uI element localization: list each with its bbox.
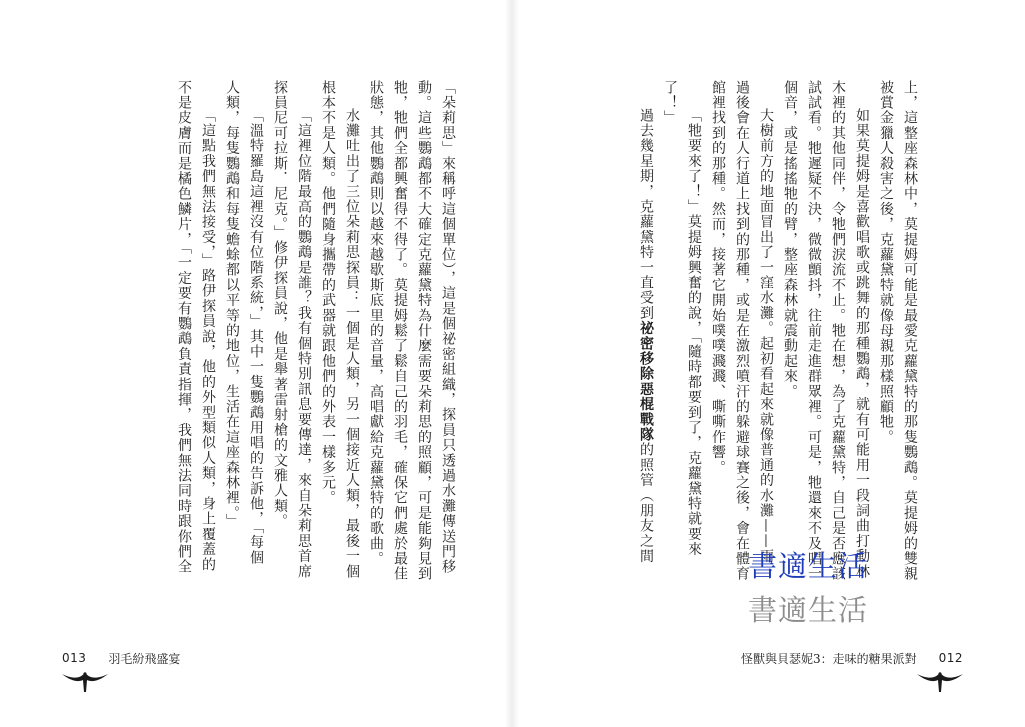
paragraph-text: 被賞金獵人殺害之後，克蘿黛特就像母親那樣照顧牠。 — [878, 80, 894, 445]
left-running-title: 羽毛紛飛盛宴 — [108, 651, 181, 666]
paragraph-text: 「這裡位階最高的鸚鵡是誰？我有個特別訊息要傳達，來自朵莉思首席 — [296, 108, 312, 580]
body-paragraph — [778, 80, 802, 600]
body-paragraph — [682, 80, 706, 600]
body-paragraph — [364, 80, 388, 600]
paragraph-text: 人類，每隻鸚鵡和每隻蟾蜍都以平等的地位，生活在這座森林裡。」 — [224, 80, 240, 529]
right-page-footer — [719, 648, 963, 668]
paragraph-text: 試試看。牠遲疑不決，微微顫抖，往前走進群眾裡。可是，牠還來不及唱一 — [806, 80, 822, 582]
paragraph-text: 大樹前方的地面冒出了一窪水灘。起初看起來就像普通的水灘——雨 — [758, 108, 774, 564]
watermark-secondary: 書適生活 — [748, 593, 869, 627]
paragraph-text: 「溫特羅島這裡沒有位階系統，」其中一隻鸚鵡用唱的告訴他，「每個 — [248, 108, 264, 566]
body-paragraph — [196, 80, 220, 600]
body-paragraph — [244, 80, 268, 600]
body-paragraph — [754, 80, 778, 600]
body-paragraph — [634, 80, 658, 600]
body-paragraph — [802, 80, 826, 600]
paragraph-text: 如果莫提姆是喜歡唱歌或跳舞的那種鸚鵡，就有可能用一段詞曲打動林 — [854, 108, 870, 580]
right-page-body-text — [592, 80, 922, 600]
body-paragraph — [220, 80, 244, 600]
body-paragraph — [172, 80, 196, 600]
left-page — [0, 0, 512, 727]
horned-tail-ornament-icon — [60, 668, 110, 694]
left-page-footer — [62, 648, 202, 668]
paragraph-text: 探員尼可拉斯．尼克。」修伊探員說，他是舉著雷射槍的文雅人類。 — [272, 80, 288, 529]
body-paragraph — [874, 80, 898, 600]
paragraph-text: 不是皮膚而是橘色鱗片，「一定要有鸚鵡負責指揮，我們無法同時跟你們全 — [176, 80, 192, 575]
paragraph-text: 「這點我們無法接受，」路伊探員說，他的外型類似人類，身上覆蓋的 — [200, 108, 216, 573]
right-running-title: 怪獸與貝瑟妮3：走味的糖果派對 — [740, 651, 917, 666]
watermark-primary: 書適生活 — [748, 549, 869, 583]
paragraph-text: 木裡的其他同伴，令牠們淚流不止。牠在想，為了克蘿黛特，自己是否應該 — [830, 80, 846, 582]
body-paragraph — [388, 80, 412, 600]
paragraph-text: 動。這些鸚鵡都不大確定克蘿黛特為什麼需要朵莉思的照顧，可是能夠見到 — [416, 80, 432, 582]
paragraph-tail-text: 的照管（朋友之間 — [638, 442, 654, 565]
paragraph-text: 根本不是人類。他們隨身攜帶的武器就跟他們的外表一樣多元。 — [320, 80, 336, 506]
body-paragraph — [436, 80, 460, 600]
body-paragraph — [268, 80, 292, 600]
paragraph-text: 「牠要來了！」莫提姆興奮的說，「隨時都要到了，克蘿黛特就要來 — [686, 108, 702, 557]
body-paragraph — [826, 80, 850, 600]
body-paragraph — [292, 80, 316, 600]
body-paragraph — [850, 80, 874, 600]
body-paragraph — [412, 80, 436, 600]
body-paragraph — [340, 80, 364, 600]
paragraph-text: 了！」 — [662, 80, 678, 126]
paragraph-text: 過後會在人行道上找到的那種，或是在激烈噴汗的躲避球賽之後，會在體育 — [734, 80, 750, 582]
paragraph-text: 狀態，其他鸚鵡則以越來越歇斯底里的音量，高唱獻給克蘿黛特的歌曲。 — [368, 80, 384, 567]
paragraph-text: 個音，或是搖搖牠的臂，整座森林就震動起來。 — [782, 80, 798, 400]
body-paragraph — [658, 80, 682, 600]
paragraph-bold-text: 祕密移除惡棍戰隊 — [638, 320, 654, 443]
body-paragraph — [898, 80, 922, 600]
paragraph-text: 館裡找到的那種。然而，接著它開始噗噗濺濺、嘶嘶作響。 — [710, 80, 726, 476]
horned-tail-ornament-icon — [915, 668, 965, 694]
paragraph-text: 水灘吐出了三位朵莉思探員：一個是人類，另一個接近人類，最後一個 — [344, 108, 360, 580]
paragraph-text: 牠，牠們全都興奮得不得了。莫提姆鬆了鬆自己的羽毛，確保它們處於最佳 — [392, 80, 408, 582]
paragraph-text: 過去幾星期，克蘿黛特一直受到 — [638, 108, 654, 321]
body-paragraph — [730, 80, 754, 600]
paragraph-text: 上，這整座森林中，莫提姆可能是最愛克蘿黛特的那隻鸚鵡。莫提姆的雙親 — [902, 80, 918, 582]
body-paragraph — [316, 80, 340, 600]
right-page-number: 012 — [938, 651, 963, 665]
paragraph-text: 「朵莉思」來稱呼這個單位），這是個祕密組織，探員只透過水灘傳送門移 — [440, 80, 456, 575]
left-page-number: 013 — [62, 651, 87, 665]
body-paragraph — [706, 80, 730, 600]
left-page-body-text — [80, 80, 460, 600]
